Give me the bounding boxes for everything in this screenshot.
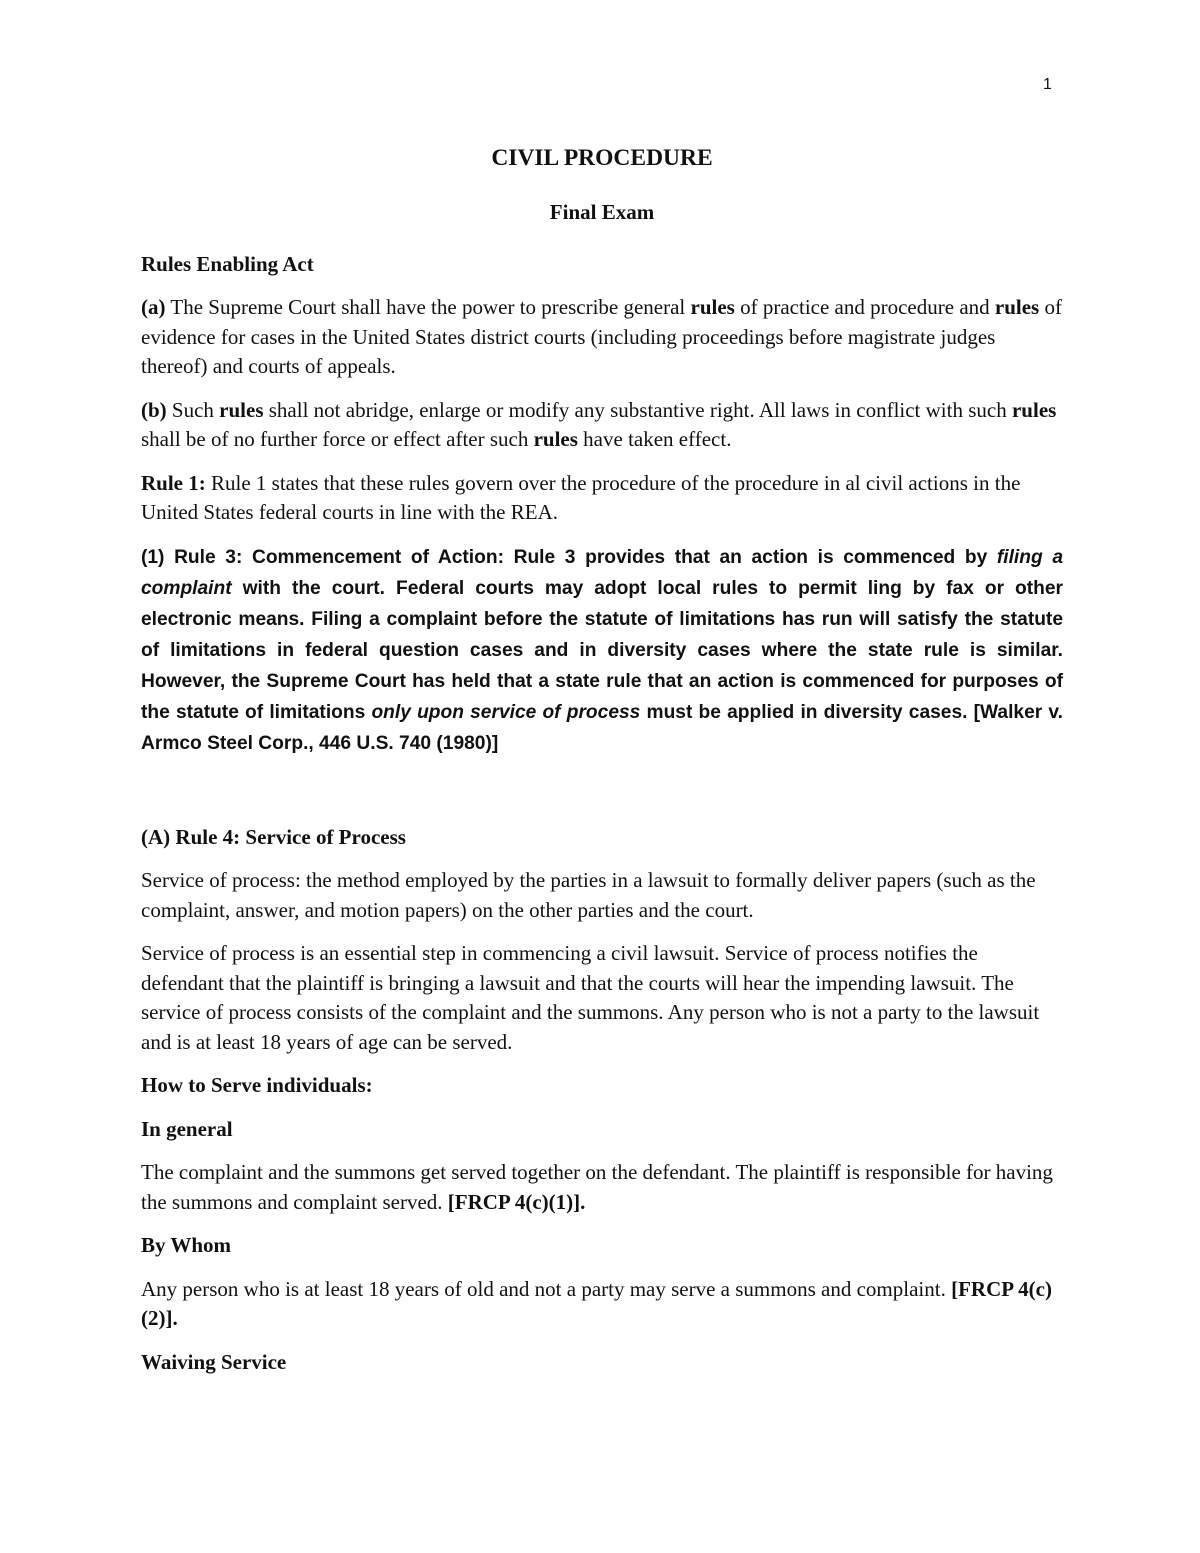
rea-b-text-3: shall be of no further force or effect after such: [141, 427, 534, 451]
rea-paragraph-b: [141, 396, 1063, 455]
rule1-label: Rule 1:: [141, 470, 206, 495]
rea-paragraph-a: [141, 293, 1063, 382]
rule3-text-3: must be applied in diversity cases. [Walker v. Armco Steel Corp., 446 U.S. 740 (1980)]: [141, 701, 1063, 754]
rea-b-text-2: shall not abridge, enlarge or modify any substantive right. All laws in conflict with such: [263, 397, 1012, 422]
rule4-heading: (A) Rule 4: Service of Process: [141, 824, 406, 849]
rea-a-text-3: of evidence for cases in the United States district courts (including proceedings before magistrate judges thereof) and courts of appeals.: [141, 295, 1062, 378]
rea-b-label: (b): [141, 397, 167, 422]
rea-b-bold-2: rules: [1011, 397, 1057, 422]
rule3-label: (1) Rule 3: Commencement of Action:: [141, 546, 504, 568]
in-general-heading: In general: [141, 1116, 233, 1141]
rea-b-text-4: have taken effect.: [577, 427, 732, 451]
rea-b-text-1: Such: [166, 397, 220, 422]
waiving-service-heading: Waiving Service: [141, 1349, 287, 1374]
by-whom-text: Any person who is at least 18 years of old and not a party may serve a summons and complaint.: [141, 1276, 952, 1301]
rea-b-bold-3: rules: [533, 427, 578, 451]
in-general-paragraph: [141, 1158, 1063, 1217]
rule3-italic-1: filing a complaint: [141, 546, 1063, 599]
document-subtitle: Final Exam: [549, 200, 655, 224]
document-title: CIVIL PROCEDURE: [491, 145, 713, 171]
rea-heading: Rules Enabling Act: [141, 251, 314, 276]
how-to-serve-heading: How to Serve individuals:: [141, 1073, 373, 1097]
in-general-text: The complaint and the summons get served together on the defendant. The plaintiff is responsible for having the summons and complaint served.: [141, 1160, 1053, 1214]
rule3-italic-2: only upon service of process: [371, 701, 641, 723]
by-whom-paragraph: [141, 1275, 1063, 1334]
rule4-paragraph-2: Service of process is an essential step in commencing a civil lawsuit. Service of process notifies the defendant that the plaintiff is bringing a lawsuit and that the courts will hear the impending lawsuit. The service of process consists of the complaint and the summons. Any person who is not a party to the lawsuit and is at least 18 years of age can be served.: [141, 941, 1040, 1054]
rule3-text-1: Rule 3 provides that an action is commenced by: [503, 546, 997, 568]
by-whom-heading: By Whom: [141, 1233, 232, 1257]
rea-a-text-1: The Supreme Court shall have the power to prescribe general: [165, 295, 691, 319]
rea-a-label: (a): [141, 295, 166, 319]
section-spacer: [141, 773, 1063, 823]
rea-a-bold-1: rules: [690, 295, 735, 319]
rea-b-bold-1: rules: [219, 397, 264, 422]
rule1-paragraph: [141, 469, 1063, 528]
rea-a-bold-2: rules: [994, 295, 1040, 319]
rule3-paragraph: [141, 542, 1063, 759]
in-general-citation: [FRCP 4(c)(1)].: [447, 1189, 586, 1214]
document-body: [141, 142, 1063, 1391]
rule1-text: Rule 1 states that these rules govern over the procedure of the procedure in al civil actions in the United States federal courts in line with the REA.: [141, 470, 1021, 524]
rule3-text-2: with the court. Federal courts may adopt local rules to permit ling by fax or other electronic means. Filing a complaint before the statute of limitations has run will satisfy the statute of limitations in federal question cases and in diversity cases where the state rule is similar. However, the Supreme Court has held that a state rule that an action is commenced for purposes of the statute of limitations: [141, 577, 1063, 723]
by-whom-citation: [FRCP 4(c)(2)].: [141, 1276, 1052, 1330]
page-number: 1: [1043, 76, 1052, 93]
rea-a-text-2: of practice and procedure and: [734, 295, 995, 319]
rule4-paragraph-1: Service of process: the method employed by the parties in a lawsuit to formally deliver papers (such as the complaint, answer, and motion papers) on the other parties and the court.: [141, 868, 1036, 922]
